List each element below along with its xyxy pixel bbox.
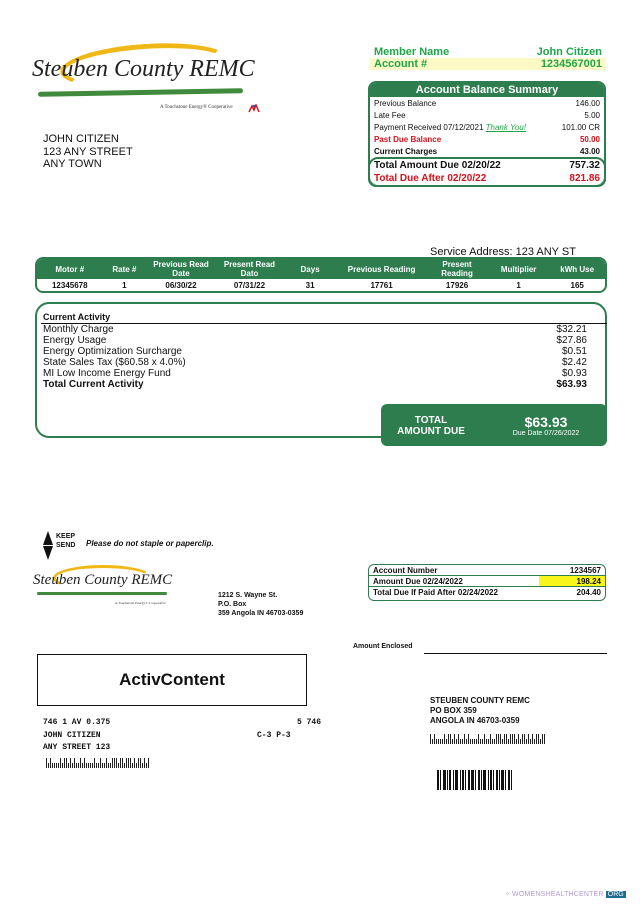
keep-send-indicator: KEEP SEND — [43, 531, 83, 561]
account-balance-summary — [368, 81, 606, 187]
amount-enclosed-label: Amount Enclosed — [353, 643, 413, 650]
touchstone-icon — [248, 101, 260, 111]
activity-row: Monthly Charge $32.21 — [43, 324, 587, 335]
summary-row: Late Fee 5.00 — [374, 111, 600, 120]
total-label-line2: AMOUNT DUE — [397, 426, 465, 437]
summary-row-past-due: Past Due Balance 50.00 — [374, 135, 600, 144]
company-logo — [30, 42, 275, 117]
summary-row-current: Current Charges 43.00 — [374, 147, 600, 156]
total-amount-due-value: 757.32 — [569, 160, 600, 171]
activcontent-box — [37, 654, 307, 706]
member-name-value: John Citizen — [536, 46, 602, 58]
summary-row: Payment Received 07/12/2021 Thank You! 101.00 CR — [374, 123, 600, 132]
stub-amount-due-row: Amount Due 02/24/2022 198.24 — [369, 576, 605, 587]
total-label-line1: TOTAL — [414, 415, 448, 426]
activity-row: Energy Usage $27.86 — [43, 335, 587, 346]
member-name-label: Member Name — [374, 46, 450, 58]
activity-total-row: Total Current Activity $63.93 — [43, 379, 587, 390]
activity-title: Current Activity — [43, 312, 111, 322]
mail-line-3: ANY STREET 123 — [43, 743, 111, 752]
account-label: Account # — [374, 58, 428, 70]
recipient-town: ANY TOWN — [43, 158, 102, 170]
total-amount: $63.93 — [524, 414, 568, 430]
mail-line-1-right: 5 746 — [297, 718, 322, 727]
stub-account-box — [368, 564, 606, 601]
meter-header-row: Motor # Rate # Previous Read Date Present Read Dato Days Previous Reading Present Reading Multiplier kWh Use — [37, 259, 605, 279]
mail-line-2-right: C-3 P-3 — [257, 731, 291, 740]
member-info — [370, 46, 606, 70]
payee-address: STEUBEN COUNTY REMC PO BOX 359 ANGOLA IN 46703-0359 — [430, 696, 530, 725]
stub-company-logo: Steuben County REMC A Touchstone Energy® Cooperative — [33, 563, 183, 609]
total-amount-due-box — [381, 404, 607, 446]
arrow-up-icon — [43, 531, 53, 545]
activity-row: Energy Optimization Surcharge $0.51 — [43, 346, 587, 357]
activity-row: MI Low Income Energy Fund $0.93 — [43, 368, 587, 379]
stub-after-row: Total Due If Paid After 02/24/2022 204.40 — [373, 588, 601, 597]
thank-you-link[interactable]: Thank You! — [485, 123, 526, 132]
summary-totals — [368, 157, 606, 187]
summary-title: Account Balance Summary — [370, 83, 604, 97]
mail-line-2-left: JOHN CITIZEN — [43, 731, 101, 740]
due-date: Due Date 07/26/2022 — [512, 430, 580, 436]
meter-data-row: 12345678 1 06/30/22 07/31/22 31 17761 17926 1 165 — [51, 280, 584, 290]
total-amount-due-label: Total Amount Due 02/20/22 — [374, 160, 501, 171]
amount-enclosed-field[interactable] — [424, 653, 607, 654]
recipient-street: 123 ANY STREET — [43, 145, 133, 158]
stub-account-number-row: Account Number 1234567 — [369, 565, 605, 576]
scan-barcode — [437, 770, 537, 790]
postnet-barcode-customer — [46, 758, 149, 768]
activity-row: State Sales Tax ($60.58 x 4.0%) $2.42 — [43, 357, 587, 368]
summary-row: Previous Balance 146.00 — [374, 99, 600, 108]
watermark: ⁘ WOMENSHEALTHCENTER ORG — [505, 891, 624, 898]
total-due-after-value: 821.86 — [569, 173, 600, 184]
activcontent-label: ActivContent — [119, 670, 225, 689]
dots-icon: ⁘ — [505, 892, 511, 898]
staple-notice: Please do not staple or paperclip. — [86, 539, 214, 548]
arrow-down-icon — [43, 546, 53, 560]
recipient-address — [43, 133, 133, 171]
company-tagline: A Touchstone Energy® Cooperative — [160, 105, 233, 110]
remit-address: 1212 S. Wayne St. P.O. Box 359 Angola IN 46703-0359 — [218, 592, 304, 617]
postnet-barcode-payee — [430, 734, 545, 744]
meter-reading-table — [35, 257, 607, 293]
mail-line-1-left: 746 1 AV 0.375 — [43, 718, 111, 727]
account-value: 1234567001 — [540, 58, 602, 70]
total-due-after-label: Total Due After 02/20/22 — [374, 173, 487, 184]
recipient-name: JOHN CITIZEN — [43, 133, 119, 145]
company-name: Steuben County REMC — [32, 56, 255, 82]
service-address: Service Address: 123 ANY ST — [430, 246, 576, 258]
